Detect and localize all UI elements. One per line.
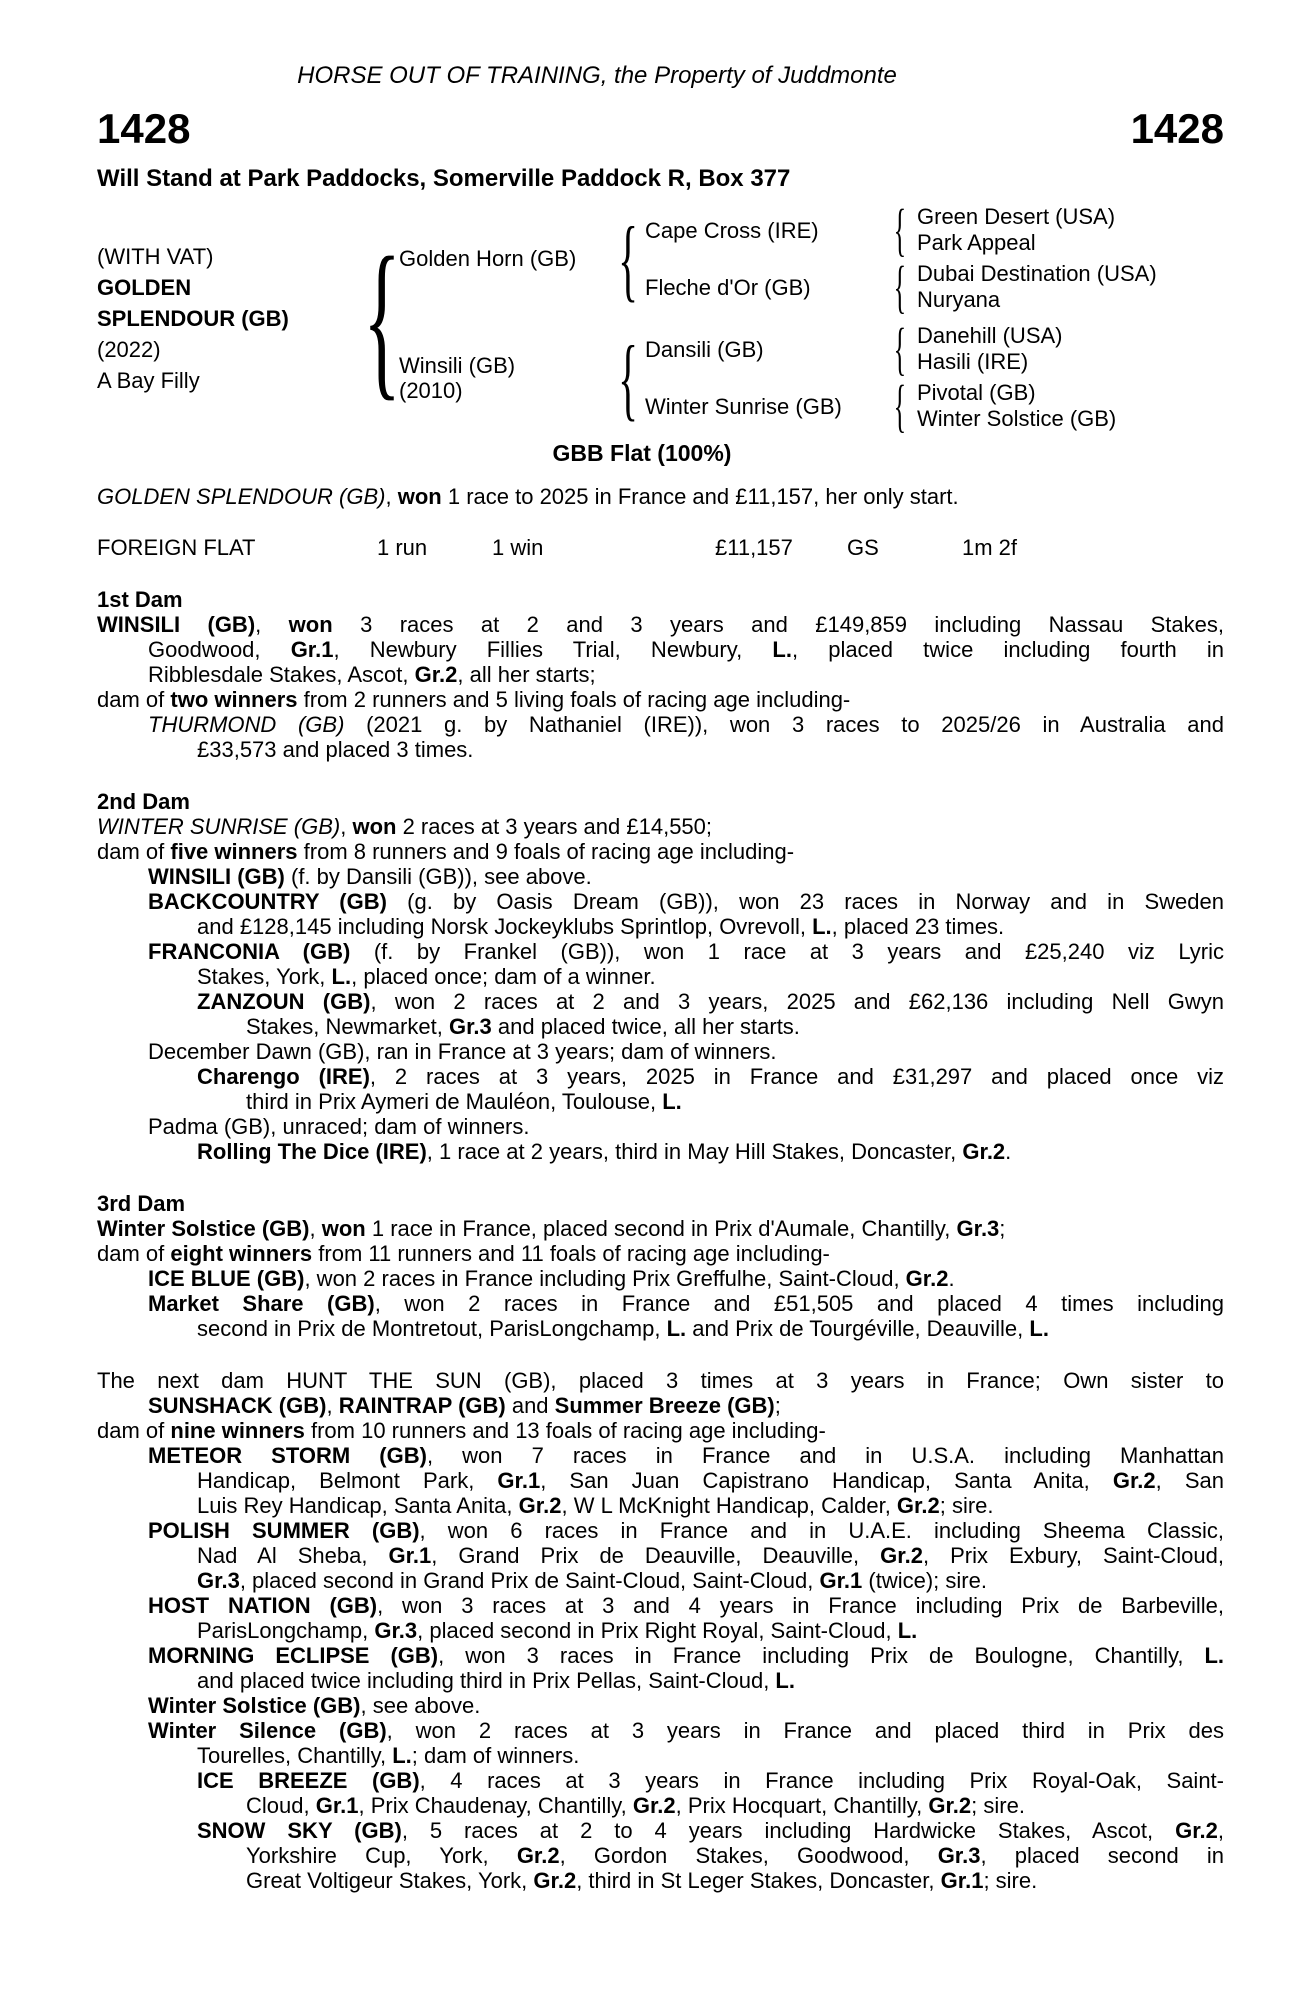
text-segment: and Prix de Tourgéville, Deauville, [686,1316,1030,1341]
text-line [97,1843,1224,1868]
text-segment: L. [331,964,352,989]
text-segment: Gr.1 [940,1868,984,1893]
text-segment: , San Juan Capistrano Handicap, Santa Anita, [540,1468,1113,1493]
text-segment: 3 races at 2 and 3 years and £149,859 including Nassau Stakes, [332,612,1224,637]
text-segment: Goodwood, [148,637,291,662]
text-segment: . [1005,1139,1012,1164]
text-segment: MORNING ECLIPSE (GB) [148,1643,439,1668]
text-segment: , San [1155,1468,1224,1493]
text-segment: WINTER SUNRISE (GB) [97,814,341,839]
text-segment: , see above. [360,1693,481,1718]
text-segment: December Dawn (GB), ran in France at 3 years; dam of winners. [148,1039,777,1064]
sire-parents [645,197,1157,319]
text-segment: , [385,484,398,509]
text-line [97,637,1224,662]
text-segment: Rolling The Dice (IRE) [197,1139,427,1164]
text-line [97,1793,1224,1818]
text-segment: ; [774,1393,781,1418]
text-line [97,914,1224,939]
text-segment: L. [775,1668,795,1693]
paternal-granddam-branch [645,254,1157,319]
maternal-granddam-name: Winter Sunrise (GB) [645,393,842,419]
paragraph [97,1266,1224,1291]
text-segment: ; [999,1216,1006,1241]
text-segment: Winter Silence (GB) [148,1718,387,1743]
paragraph [97,1768,1224,1818]
text-segment: L. [1029,1316,1049,1341]
pedigree-brace-dam: { [618,326,638,429]
text-line [97,1743,1224,1768]
text-segment: Gr.2 [928,1793,972,1818]
text-segment: won [352,814,397,839]
text-segment: Gr.3 [197,1568,240,1593]
great-grandparent: Park Appeal [917,230,1036,255]
dam-foaling-year: (2010) [399,377,463,403]
lot-number-right: 1428 [1130,105,1224,152]
text-segment: METEOR STORM (GB) [148,1443,427,1468]
text-segment: ICE BREEZE (GB) [197,1768,420,1793]
paragraph [97,814,1224,839]
dam-section-heading: 2nd Dam [97,789,190,814]
race-summary [97,484,1224,509]
text-segment: , won 2 races at 2 and 3 years, 2025 and £62,136 including Nell Gwyn [370,989,1225,1014]
text-segment: dam of [97,839,171,864]
text-line [97,1114,1224,1139]
text-segment: THURMOND (GB) [148,712,345,737]
text-segment: , [255,612,289,637]
great-grandparent: Green Desert (USA) [917,204,1116,229]
text-segment: Gr.2 [516,1843,560,1868]
text-segment: , Grand Prix de Deauville, Deauville, [431,1543,881,1568]
paragraph [97,1064,1224,1114]
text-line [97,712,1224,737]
text-line [97,1718,1224,1743]
great-grandparent: Pivotal (GB) [917,380,1036,405]
text-segment: and placed twice, all her starts. [491,1014,800,1039]
text-line [97,1266,1224,1291]
paragraph [97,1643,1224,1693]
paragraph [97,687,1224,712]
paragraph [97,1291,1224,1341]
text-segment: Gr.3 [956,1216,1000,1241]
dam-name: Winsili (GB) [399,352,516,378]
text-segment: Stakes, York, [197,964,332,989]
text-line [97,1543,1224,1568]
text-segment: Gr.2 [880,1543,923,1568]
catalogue-page [97,0,1224,1893]
paragraph [97,864,1224,889]
subject-name-line2: SPLENDOUR (GB) [97,305,289,331]
gbb-scheme-line: GBB Flat (100%) [552,440,732,466]
pedigree-brace-small: { [893,316,907,381]
text-segment: won [321,1216,366,1241]
text-segment: Gr.2 [962,1139,1006,1164]
text-segment: SUNSHACK (GB) [148,1393,327,1418]
text-segment: Gr.2 [414,662,458,687]
text-segment: POLISH SUMMER (GB) [148,1518,420,1543]
text-segment: Gr.3 [937,1843,981,1868]
text-segment: Padma (GB), unraced; dam of winners. [148,1114,530,1139]
maternal-grandsire-name: Dansili (GB) [645,336,764,362]
subject-foaling-year: (2022) [97,336,161,362]
text-segment: Handicap, Belmont Park, [197,1468,498,1493]
paternal-grandsire-branch [645,197,1157,262]
text-line [97,1291,1224,1316]
text-segment: 1 race to 2025 in France and £11,157, her only start. [441,484,959,509]
paragraph [97,1418,1224,1443]
race-record-row [97,535,1224,560]
text-line [97,612,1224,637]
dam-name-block [399,323,611,432]
record-category: FOREIGN FLAT [97,535,256,560]
paragraph [97,612,1224,687]
paragraph [97,839,1224,864]
text-line [97,964,1224,989]
text-segment: , Gordon Stakes, Goodwood, [559,1843,938,1868]
text-segment: Market Share (GB) [148,1291,375,1316]
maternal-grandsire-branch [645,316,1116,381]
text-segment: WINSILI (GB) [97,612,256,637]
text-segment: third in Prix Aymeri de Mauléon, Toulouse, [246,1089,663,1114]
great-grandparent: Nuryana [917,287,1001,312]
subject-name-line1: GOLDEN [97,274,192,300]
text-segment: L. [772,637,792,662]
text-segment: . [948,1266,955,1291]
text-segment: two winners [170,687,298,712]
text-segment: BACKCOUNTRY (GB) [148,889,387,914]
text-segment: SNOW SKY (GB) [197,1818,402,1843]
text-segment: , won 3 races at 3 and 4 years in France including Prix de Barbeville, [377,1593,1224,1618]
great-grandparent: Dubai Destination (USA) [917,261,1157,286]
text-segment: Gr.2 [533,1868,577,1893]
paragraph [97,889,1224,939]
text-segment: Yorkshire Cup, York, [246,1843,517,1868]
text-line [97,1593,1224,1618]
text-line [97,484,1224,509]
record-going: GS [847,535,879,560]
dam-branch [399,316,1157,438]
text-segment: (g. by Oasis Dream (GB)), won 23 races in Norway and in Sweden [386,889,1224,914]
text-line [97,1039,1224,1064]
text-segment: (f. by Dansili (GB)), see above. [284,864,592,889]
text-line [97,1241,1224,1266]
dam-section [97,587,1224,762]
text-segment: Great Voltigeur Stakes, York, [246,1868,534,1893]
text-segment: £33,573 and placed 3 times. [197,737,474,762]
text-segment: Gr.1 [497,1468,541,1493]
paragraph [97,1216,1224,1241]
text-line [97,864,1224,889]
great-grandparent-pair [917,261,1157,313]
text-segment: , [309,1216,322,1241]
text-line [97,1818,1224,1843]
text-segment: , won 2 races in France and £51,505 and placed 4 times including [374,1291,1224,1316]
text-segment: Ribblesdale Stakes, Ascot, [148,662,415,687]
text-segment: , third in St Leger Stakes, Doncaster, [576,1868,941,1893]
vat-note: (WITH VAT) [97,243,214,269]
text-segment: ; sire. [971,1793,1025,1818]
text-segment: dam of [97,1241,171,1266]
text-segment: , W L McKnight Handicap, Calder, [561,1493,897,1518]
text-line [97,1443,1224,1468]
text-segment: , Prix Hocquart, Chantilly, [675,1793,929,1818]
great-grandparent: Hasili (IRE) [917,349,1029,374]
text-segment: Gr.2 [518,1493,562,1518]
text-segment: L. [1204,1643,1225,1668]
text-segment: , all her starts; [457,662,596,687]
pedigree-brace-sire: { [618,207,638,310]
text-segment: , [1217,1818,1225,1843]
text-segment: , Newbury Fillies Trial, Newbury, [333,637,773,662]
text-segment: from 2 runners and 5 living foals of racing age including- [297,687,851,712]
text-segment: ParisLongchamp, [197,1618,375,1643]
text-line [97,1868,1224,1893]
record-distance: 1m 2f [962,535,1018,560]
dam-section [97,1191,1224,1341]
text-segment: L. [897,1618,918,1643]
paragraph [97,1443,1224,1518]
pedigree-generation-2 [399,197,1157,438]
text-segment: , won 2 races at 3 years in France and placed third in Prix des [386,1718,1224,1743]
paragraph [97,1368,1224,1418]
text-line [97,1643,1224,1668]
paragraph [97,1593,1224,1643]
text-line [97,989,1224,1014]
text-line [97,1014,1224,1039]
next-dam-section [97,1368,1224,1893]
text-segment: Gr.2 [905,1266,949,1291]
text-line [97,1693,1224,1718]
paragraph [97,484,1224,509]
lot-number-left: 1428 [97,105,191,152]
text-segment: eight winners [170,1241,313,1266]
text-line [97,939,1224,964]
text-segment: dam of [97,687,171,712]
text-segment: RAINTRAP (GB) [338,1393,506,1418]
text-segment: and £128,145 including Norsk Jockeyklubs Sprintlop, Ovrevoll, [197,914,813,939]
paragraph [97,939,1224,989]
text-segment: 1 race in France, placed second in Prix d'Aumale, Chantilly, [365,1216,957,1241]
text-segment: HOST NATION (GB) [148,1593,378,1618]
text-line [97,1064,1224,1089]
text-segment: Gr.3 [374,1618,418,1643]
text-line [97,687,1224,712]
great-grandparent-pair [917,323,1063,375]
text-line [97,1768,1224,1793]
text-segment: Gr.2 [632,1793,676,1818]
text-line [97,1316,1224,1341]
text-segment: 2 races at 3 years and £14,550; [396,814,713,839]
paragraph [97,1139,1224,1164]
paternal-grandsire-name: Cape Cross (IRE) [645,217,819,243]
text-segment: Charengo (IRE) [197,1064,370,1089]
text-segment: ; dam of winners. [411,1743,580,1768]
text-segment: FRANCONIA (GB) [148,939,351,964]
pedigree-brace-small: { [893,373,907,438]
text-segment: , [326,1393,339,1418]
great-grandparent-pair [917,204,1115,256]
text-segment: Winter Solstice (GB) [148,1693,361,1718]
paragraph [97,1818,1224,1893]
text-line [97,1568,1224,1593]
text-segment: nine winners [170,1418,305,1443]
paragraph [97,1518,1224,1593]
text-segment: Gr.1 [290,637,334,662]
text-segment: , placed once; dam of a winner. [351,964,656,989]
text-segment: Gr.2 [1175,1818,1218,1843]
paragraph [97,712,1224,762]
paragraph [97,1039,1224,1064]
text-segment: won [288,612,333,637]
text-segment: ICE BLUE (GB) [148,1266,305,1291]
text-line [97,1493,1224,1518]
text-line [97,1089,1224,1114]
sire-name: Golden Horn (GB) [399,246,577,271]
text-line [97,662,1224,687]
text-segment: and [505,1393,555,1418]
text-segment: Gr.1 [315,1793,359,1818]
text-segment: Gr.2 [896,1493,940,1518]
text-segment: (2021 g. by Nathaniel (IRE)), won 3 races to 2025/26 in Australia and [344,712,1225,737]
record-earnings: £11,157 [715,535,793,560]
text-segment: , won 3 races in France including Prix de Boulogne, Chantilly, [438,1643,1205,1668]
text-segment: ZANZOUN (GB) [197,989,371,1014]
text-segment: from 8 runners and 9 foals of racing age including- [297,839,795,864]
great-grandparent: Winter Solstice (GB) [917,406,1117,431]
text-segment: and placed twice including third in Prix Pellas, Saint-Cloud, [197,1668,776,1693]
dam-parents [645,316,1117,438]
pedigree-subject [97,204,365,432]
paternal-granddam-name: Fleche d'Or (GB) [645,274,811,300]
text-line [97,814,1224,839]
text-segment: , placed 23 times. [831,914,1005,939]
text-segment: five winners [170,839,298,864]
text-segment: , 5 races at 2 to 4 years including Hardwicke Stakes, Ascot, [401,1818,1176,1843]
paragraph [97,1241,1224,1266]
text-segment: , 2 races at 3 years, 2025 in France and £31,297 and placed once viz [369,1064,1224,1089]
text-segment: , [340,814,353,839]
text-segment: , won 2 races in France including Prix Greffulhe, Saint-Cloud, [304,1266,906,1291]
paragraph [97,989,1224,1039]
paragraph [97,1718,1224,1768]
text-line [97,737,1224,762]
text-segment: , placed twice including fourth in [791,637,1224,662]
text-segment: Nad Al Sheba, [197,1543,389,1568]
text-segment: GOLDEN SPLENDOUR (GB) [97,484,386,509]
text-segment: , won 7 races in France and in U.S.A. including Manhattan [426,1443,1224,1468]
text-line [97,1393,1224,1418]
page-title: HORSE OUT OF TRAINING, the Property of Juddmonte [297,62,897,89]
text-segment: , won 6 races in France and in U.A.E. including Sheema Classic, [419,1518,1224,1543]
great-grandparent-pair [917,380,1116,432]
pedigree-brace-small: { [893,197,907,262]
pedigree-tree [97,197,1224,438]
text-segment: (twice); sire. [862,1568,987,1593]
text-segment: , placed second in Prix Right Royal, Saint-Cloud, [417,1618,898,1643]
text-segment: The next dam HUNT THE SUN (GB), placed 3 times at 3 years in France; Own sister to [97,1368,1224,1393]
text-line [97,1139,1224,1164]
text-segment: Gr.1 [819,1568,863,1593]
text-segment: Summer Breeze (GB) [554,1393,775,1418]
text-segment: , 1 race at 2 years, third in May Hill Stakes, Doncaster, [426,1139,963,1164]
dam-sections [97,587,1224,1893]
text-segment: from 11 runners and 11 foals of racing age including- [312,1241,830,1266]
text-segment: Stakes, Newmarket, [246,1014,449,1039]
text-segment: WINSILI (GB) [148,864,285,889]
text-line [97,1216,1224,1241]
text-segment: Luis Rey Handicap, Santa Anita, [197,1493,519,1518]
record-wins: 1 win [492,535,544,560]
paragraph [97,1693,1224,1718]
subject-description: A Bay Filly [97,367,200,393]
text-segment: ; sire. [939,1493,994,1518]
text-segment: , placed second in [980,1843,1225,1868]
maternal-granddam-branch [645,373,1117,438]
text-segment: , placed second in Grand Prix de Saint-Cloud, Saint-Cloud, [239,1568,820,1593]
text-segment: Gr.3 [448,1014,492,1039]
pedigree-brace-small: { [893,254,907,319]
text-line [97,1468,1224,1493]
stand-location-line: Will Stand at Park Paddocks, Somerville Paddock R, Box 377 [97,165,791,192]
text-segment: , Prix Chaudenay, Chantilly, [358,1793,633,1818]
sire-branch [399,197,1157,319]
text-segment: Winter Solstice (GB) [97,1216,310,1241]
text-line [97,1518,1224,1543]
text-segment: L. [662,1089,682,1114]
text-line [97,1418,1224,1443]
text-segment: , Prix Exbury, Saint-Cloud, [922,1543,1225,1568]
text-segment: Gr.1 [388,1543,432,1568]
text-segment: L. [392,1743,412,1768]
record-runs: 1 run [377,535,428,560]
text-line [97,1618,1224,1643]
text-line [97,1668,1224,1693]
lot-number-row [97,106,1224,152]
pedigree-brace-root: { [363,221,401,415]
text-segment: won [397,484,442,509]
paragraph [97,1114,1224,1139]
text-segment: L. [812,914,832,939]
text-segment: dam of [97,1418,171,1443]
dam-section-heading: 1st Dam [97,587,183,612]
text-segment: ; sire. [983,1868,1038,1893]
text-segment: Gr.2 [1112,1468,1156,1493]
text-segment: second in Prix de Montretout, ParisLongchamp, [197,1316,667,1341]
text-line [97,1368,1224,1393]
text-segment: L. [666,1316,687,1341]
text-segment: , 4 races at 3 years in France including Prix Royal-Oak, Saint- [419,1768,1224,1793]
dam-section [97,789,1224,1164]
text-segment: Tourelles, Chantilly, [197,1743,393,1768]
sire-name-block [399,204,611,313]
text-segment: from 10 runners and 13 foals of racing age including- [304,1418,826,1443]
text-line [97,839,1224,864]
text-segment: Cloud, [246,1793,316,1818]
text-line [97,889,1224,914]
text-segment: (f. by Frankel (GB)), won 1 race at 3 years and £25,240 viz Lyric [350,939,1225,964]
dam-section-heading: 3rd Dam [97,1191,186,1216]
great-grandparent: Danehill (USA) [917,323,1063,348]
